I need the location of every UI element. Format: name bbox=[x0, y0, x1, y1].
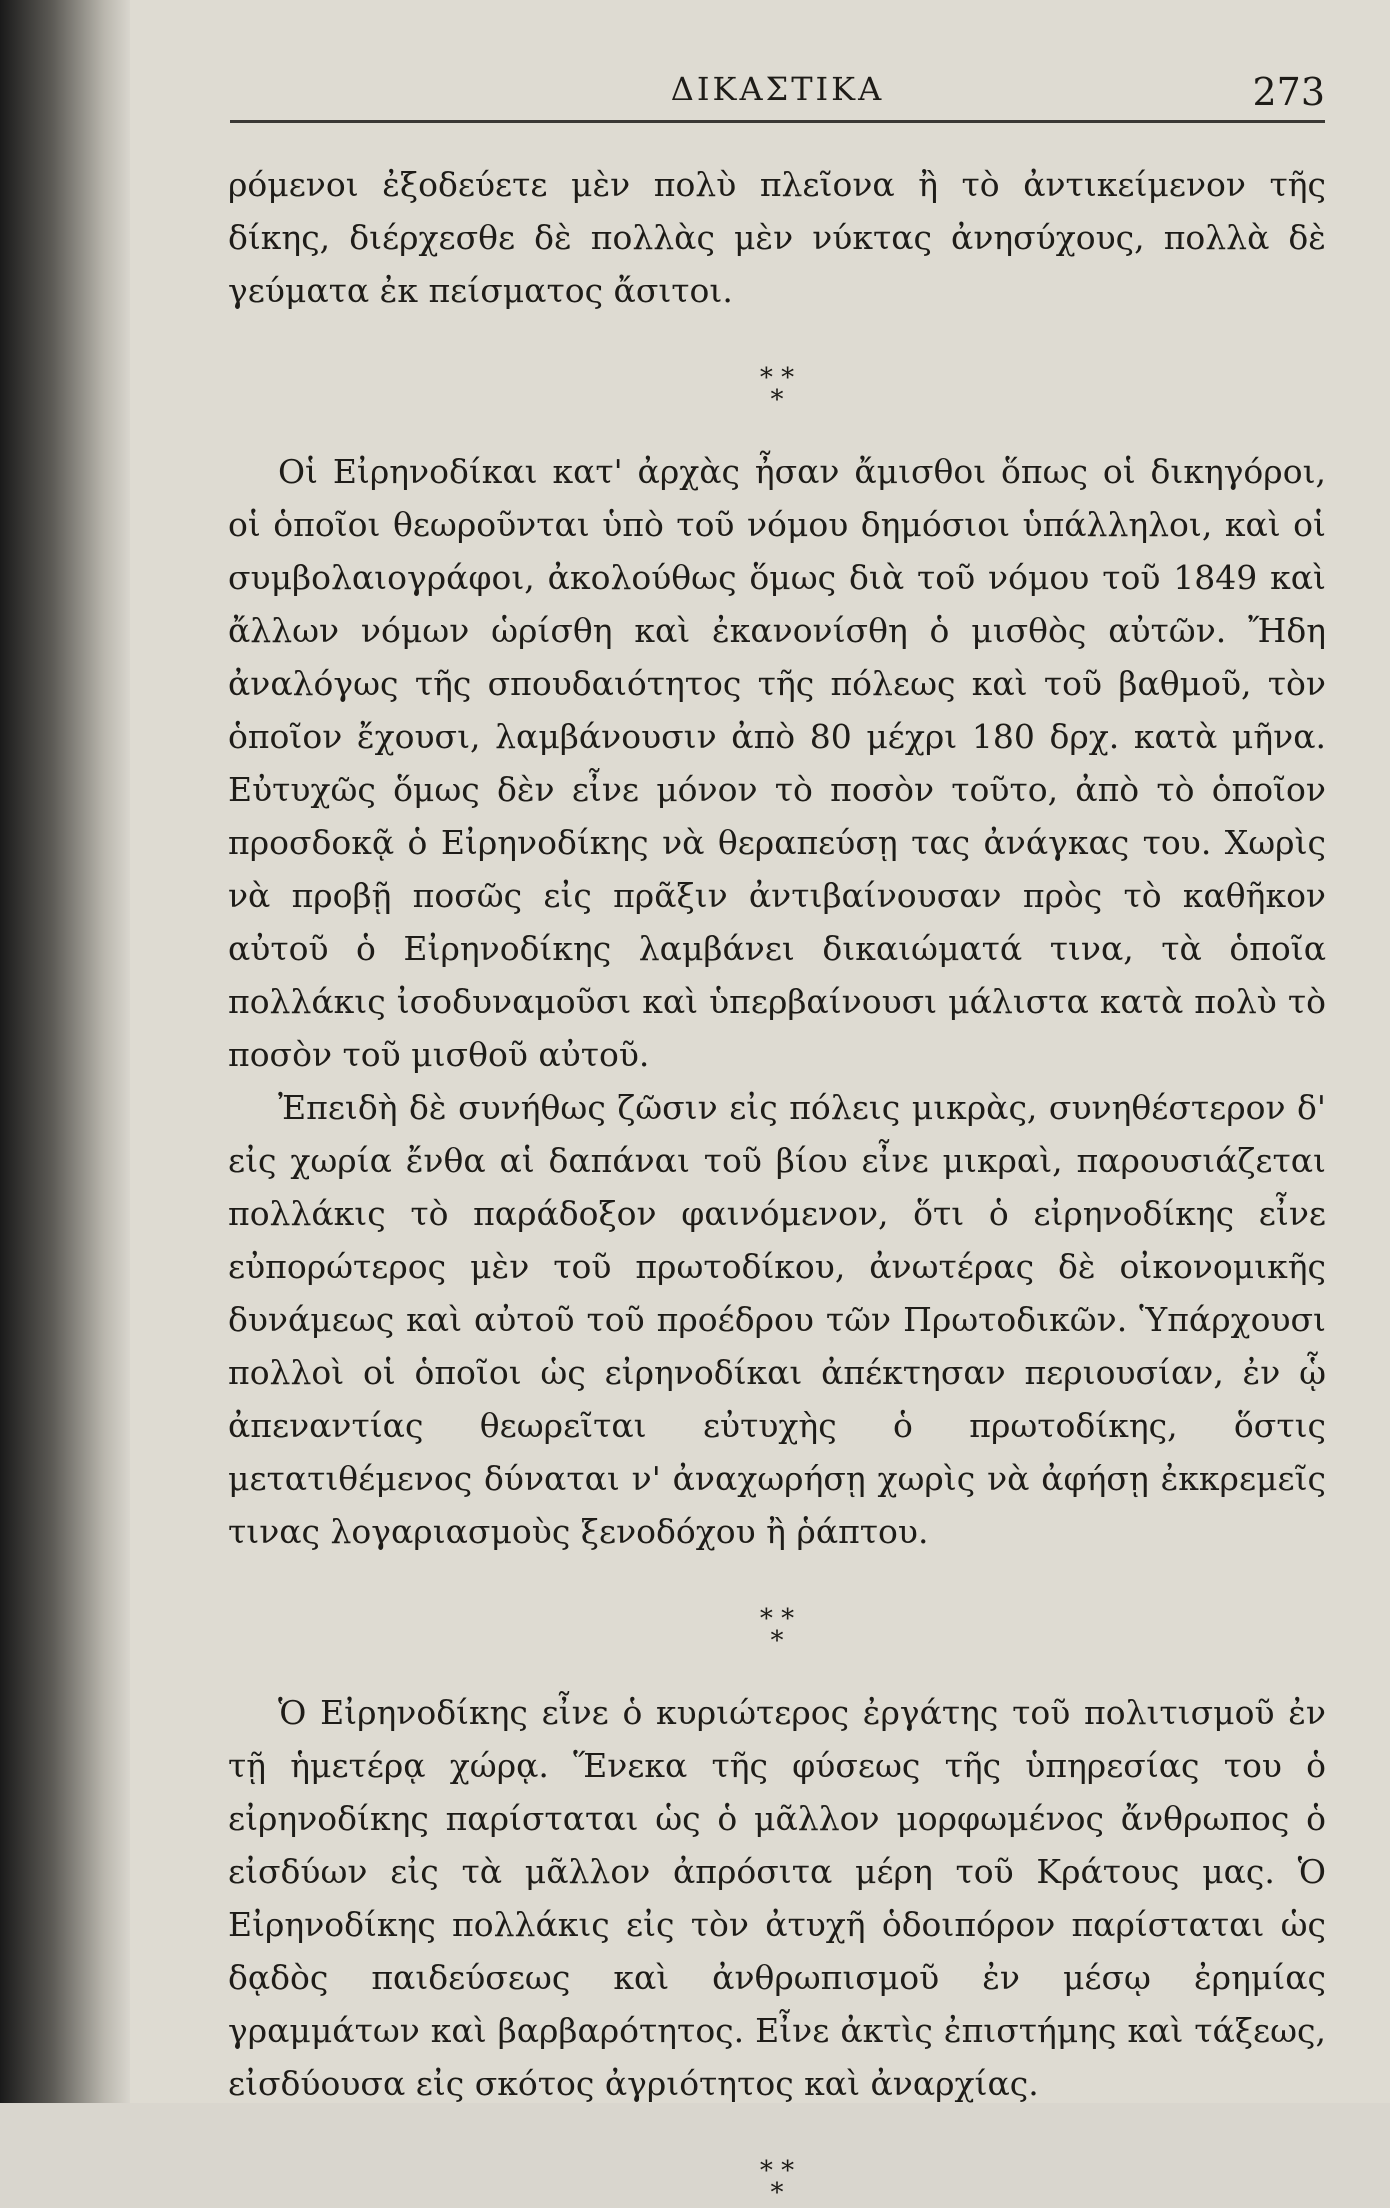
paragraph-1: ρόμενοι ἐξοδεύετε μὲν πολὺ πλεῖονα ἢ τὸ ἀντικείμενον τῆς δίκης, διέρχεσθε δὲ πολλὰς μὲν νύκτας ἀνησύχους, πολλὰ δὲ γεύματα ἐκ πείσματος ἄσιτοι. bbox=[228, 165, 1326, 310]
page-number: 273 bbox=[1252, 70, 1325, 114]
page-header bbox=[230, 70, 1325, 120]
separator-stars-top: * * bbox=[759, 363, 795, 393]
section-separator-2 bbox=[228, 1604, 1326, 1656]
book-spine-shadow bbox=[0, 0, 130, 2103]
paragraph-4: Ὁ Εἰρηνοδίκης εἶνε ὁ κυριώτερος ἐργάτης τοῦ πολιτισμοῦ ἐν τῇ ἡμετέρᾳ χώρᾳ. Ἕνεκα τῆς φύσεως τῆς ὑπηρεσίας του ὁ εἰρηνοδίκης παρίσταται ὡς ὁ μᾶλλον μορφωμένος ἄνθρωπος ὁ εἰσδύων εἰς τὰ μᾶλλον ἀπρόσιτα μέρη τοῦ Κράτους μας. Ὁ Εἰρηνοδίκης πολλάκις εἰς τὸν ἀτυχῆ ὁδοιπόρον παρίσταται ὡς δᾳδὸς παιδεύσεως καὶ ἀνθρωπισμοῦ ἐν μέσῳ ἐρημίας γραμμάτων καὶ βαρβαρότητος. Εἶνε ἀκτὶς ἐπιστήμης καὶ τάξεως, εἰσδύουσα εἰς σκότος ἀγριότητος καὶ ἀναρχίας. bbox=[228, 1693, 1326, 2103]
separator-stars-top: * * bbox=[759, 1604, 795, 1634]
header-rule bbox=[230, 120, 1325, 123]
separator-stars-bottom: * bbox=[770, 385, 784, 415]
separator-stars-bottom: * bbox=[770, 2178, 784, 2208]
section-separator-3 bbox=[228, 2156, 1326, 2208]
section-separator-1 bbox=[228, 363, 1326, 415]
paragraph-2: Οἱ Εἰρηνοδίκαι κατ' ἀρχὰς ἦσαν ἄμισθοι ὅπως οἱ δικηγόροι, οἱ ὁποῖοι θεωροῦνται ὑπὸ τοῦ νόμου δημόσιοι ὑπάλληλοι, καὶ οἱ συμβολαιογράφοι, ἀκολούθως ὅμως διὰ τοῦ νόμου τοῦ 1849 καὶ ἄλλων νόμων ὡρίσθη καὶ ἐκανονίσθη ὁ μισθὸς αὐτῶν. Ἤδη ἀναλόγως τῆς σπουδαιότητος τῆς πόλεως καὶ τοῦ βαθμοῦ, τὸν ὁποῖον ἔχουσι, λαμβάνουσιν ἀπὸ 80 μέχρι 180 δρχ. κατὰ μῆνα. Εὐτυχῶς ὅμως δὲν εἶνε μόνον τὸ ποσὸν τοῦτο, ἀπὸ τὸ ὁποῖον προσδοκᾷ ὁ Εἰρηνοδίκης νὰ θεραπεύσῃ τας ἀνάγκας του. Χωρὶς νὰ προβῇ ποσῶς εἰς πρᾶξιν ἀντιβαίνουσαν πρὸς τὸ καθῆκον αὐτοῦ ὁ Εἰρηνοδίκης λαμβάνει δικαιώματά τινα, τὰ ὁποῖα πολλάκις ἰσοδυναμοῦσι καὶ ὑπερβαίνουσι μάλιστα κατὰ πολὺ τὸ ποσὸν τοῦ μισθοῦ αὐτοῦ. bbox=[228, 452, 1326, 1074]
running-title: ΔΙΚΑΣΤΙΚΑ bbox=[670, 70, 885, 108]
separator-stars-bottom: * bbox=[770, 1626, 784, 1656]
page-body bbox=[228, 158, 1326, 2208]
separator-stars-top: * * bbox=[759, 2156, 795, 2186]
paragraph-3: Ἐπειδὴ δὲ συνήθως ζῶσιν εἰς πόλεις μικρὰς, συνηθέστερον δ' εἰς χωρία ἔνθα αἱ δαπάναι τοῦ βίου εἶνε μικραὶ, παρουσιάζεται πολλάκις τὸ παράδοξον φαινόμενον, ὅτι ὁ εἰρηνοδίκης εἶνε εὐπορώτερος μὲν τοῦ πρωτοδίκου, ἀνωτέρας δὲ οἰκονομικῆς δυνάμεως καὶ αὐτοῦ τοῦ προέδρου τῶν Πρωτοδικῶν. Ὑπάρχουσι πολλοὶ οἱ ὁποῖοι ὡς εἰρηνοδίκαι ἀπέκτησαν περιουσίαν, ἐν ᾧ ἀπεναντίας θεωρεῖται εὐτυχὴς ὁ πρωτοδίκης, ὅστις μετατιθέμενος δύναται ν' ἀναχωρήσῃ χωρὶς νὰ ἀφήσῃ ἐκκρεμεῖς τινας λογαριασμοὺς ξενοδόχου ἢ ῥάπτου. bbox=[228, 1088, 1326, 1551]
